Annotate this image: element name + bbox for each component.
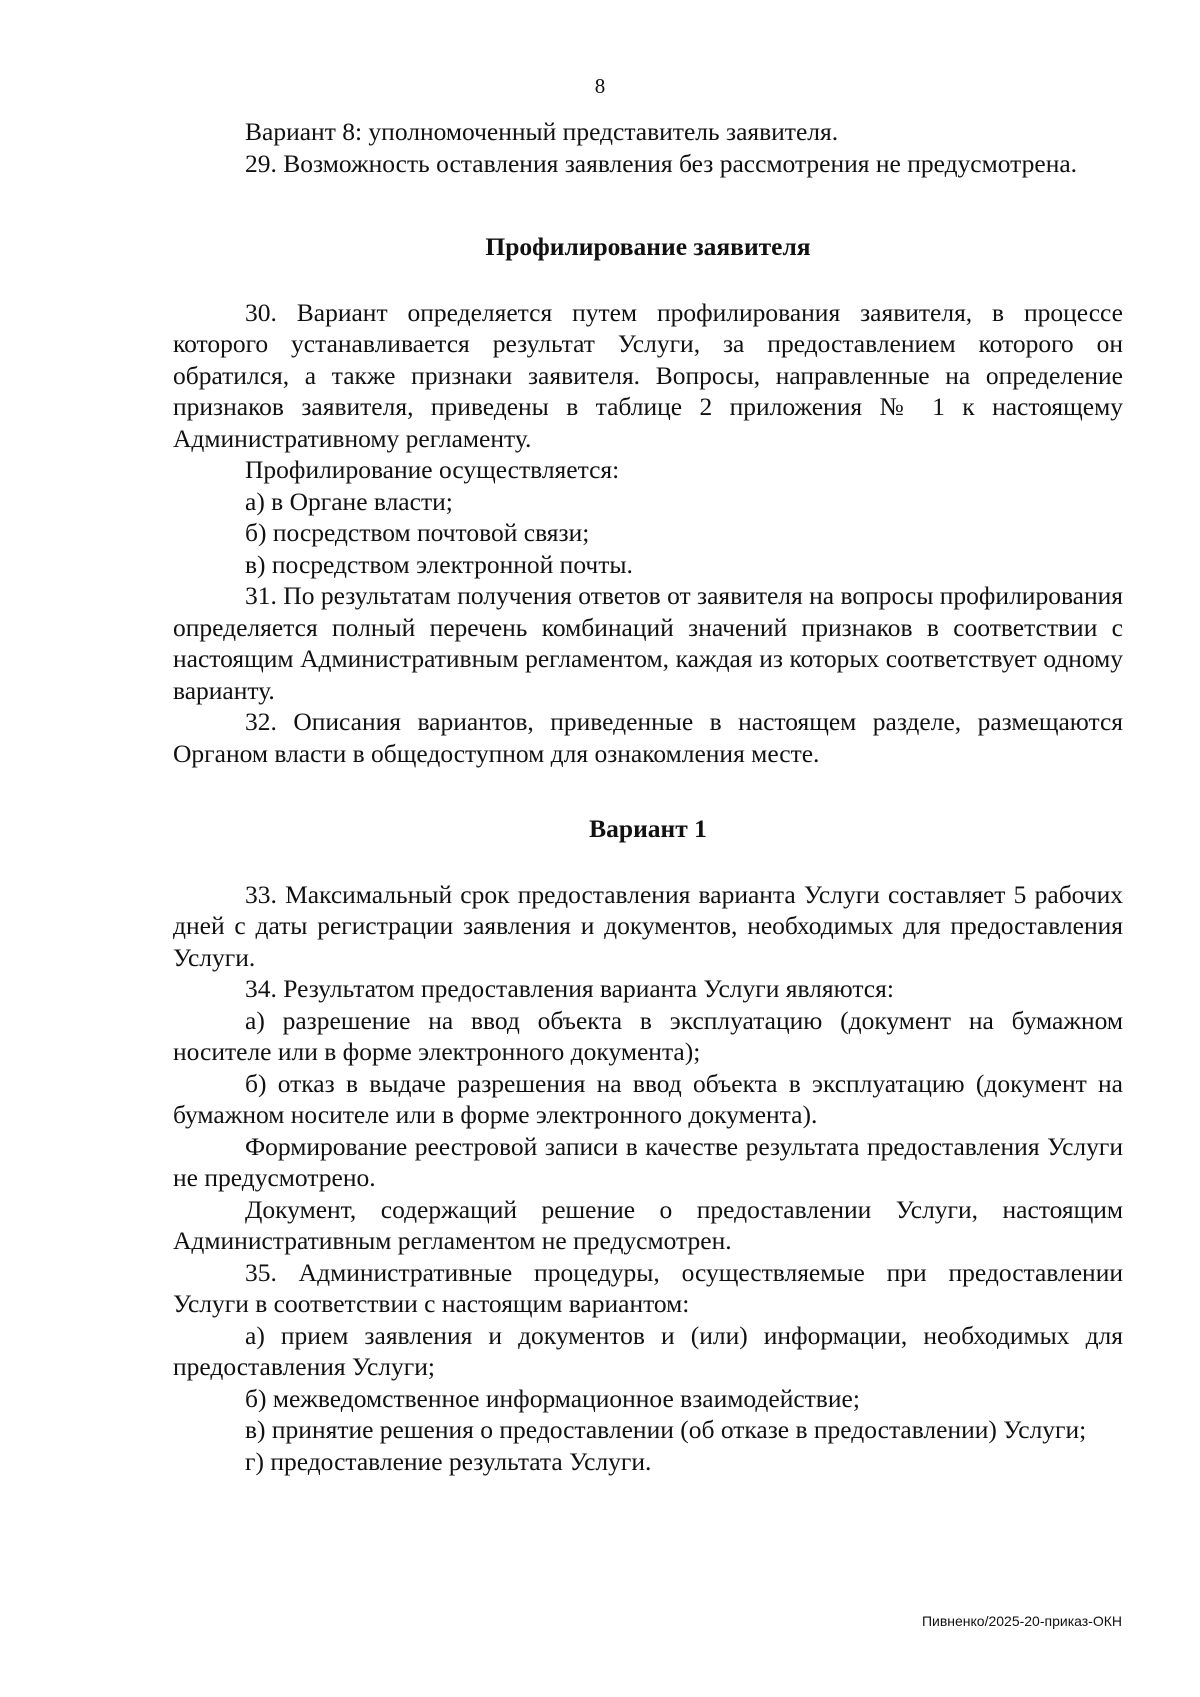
list-item-a: а) в Органе власти; <box>245 486 453 516</box>
list-item-a: а) разрешение на ввод объекта в эксплуатацию (документ на бумажном носителе или в форме электронного документа); <box>173 1005 1123 1066</box>
paragraph-profiling-intro: Профилирование осуществляется: <box>245 455 620 484</box>
document-body <box>173 116 1123 1477</box>
list-item-v: в) принятие решения о предоставлении (об отказе в предоставлении) Услуги; <box>245 1415 1087 1444</box>
heading-variant-1: Вариант 1 <box>589 814 707 843</box>
list-item-g: г) предоставление результата Услуги. <box>245 1446 652 1476</box>
paragraph-33: 33. Максимальный срок предоставления варианта Услуги составляет 5 рабочих дней с даты регистрации заявления и документов, необходимых для предоставления Услуги. <box>173 879 1123 972</box>
list-item-v: в) посредством электронной почты. <box>245 549 633 579</box>
paragraph-variant-8: Вариант 8: уполномоченный представитель заявителя. <box>245 117 839 146</box>
page-number: 8 <box>594 74 606 98</box>
heading-profiling: Профилирование заявителя <box>485 232 811 261</box>
paragraph-35: 35. Административные процедуры, осуществляемые при предоставлении Услуги в соответствии с настоящим вариантом: <box>173 1257 1123 1318</box>
paragraph-32: 32. Описания вариантов, приведенные в настоящем разделе, размещаются Органом власти в общедоступном для ознакомления месте. <box>173 707 1123 768</box>
paragraph-29: 29. Возможность оставления заявления без рассмотрения не предусмотрена. <box>245 148 1078 178</box>
paragraph-34: 34. Результатом предоставления варианта Услуги являются: <box>245 974 894 1003</box>
paragraph-decision-document: Документ, содержащий решение о предоставлении Услуги, настоящим Административным регламентом не предусмотрен. <box>173 1194 1123 1255</box>
paragraph-30: 30. Вариант определяется путем профилирования заявителя, в процессе которого устанавливается результат Услуги, за предоставлением которого он обратился, а также признаки заявителя. Вопросы, направленные на определение признаков заявителя, приведены в таблице 2 приложения № 1 к настоящему Административному регламенту. <box>173 297 1123 453</box>
list-item-a: а) прием заявления и документов и (или) информации, необходимых для предоставления Услуги; <box>173 1320 1123 1381</box>
list-item-b: б) отказ в выдаче разрешения на ввод объекта в эксплуатацию (документ на бумажном носителе или в форме электронного документа). <box>173 1068 1123 1129</box>
paragraph-31: 31. По результатам получения ответов от заявителя на вопросы профилирования определяется полный перечень комбинаций значений признаков в соответствии с настоящим Административным регламентом, каждая из которых соответствует одному варианту. <box>173 581 1123 705</box>
list-item-b: б) межведомственное информационное взаимодействие; <box>245 1383 860 1413</box>
list-item-b: б) посредством почтовой связи; <box>245 518 590 547</box>
paragraph-registry-record: Формирование реестровой записи в качестве результата предоставления Услуги не предусмотрено. <box>173 1131 1123 1192</box>
document-reference-code: Пивненко/2025-20-приказ-ОКН <box>921 1613 1122 1629</box>
